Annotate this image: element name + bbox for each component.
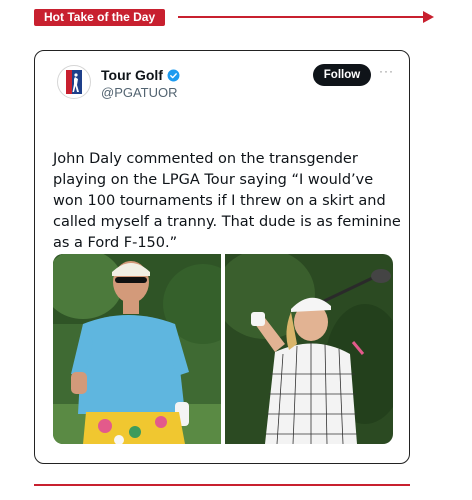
tweet-photo-lpga-player[interactable] <box>225 254 393 444</box>
author-name-text[interactable]: Tour Golf <box>101 67 163 83</box>
banner-divider-line <box>178 16 425 18</box>
author-handle[interactable]: @PGATUOR <box>101 85 178 100</box>
pga-tour-logo-icon <box>66 70 82 94</box>
tweet-text: John Daly commented on the transgender playing on the LPGA Tour saying “I would’ve won 100 tournaments if I threw on a skirt and called myself a tranny. That dude is as feminine as a Ford F-150.” <box>53 151 401 251</box>
arrow-right-icon <box>423 11 434 23</box>
author-avatar[interactable] <box>57 65 91 99</box>
tweet-card <box>34 50 410 464</box>
follow-button[interactable]: Follow <box>313 64 371 86</box>
hot-take-banner: Hot Take of the Day <box>34 9 165 26</box>
more-options-icon[interactable]: ··· <box>379 64 394 78</box>
tweet-photo-john-daly[interactable] <box>53 254 221 444</box>
bottom-divider-line <box>34 484 410 486</box>
author-name[interactable] <box>101 67 180 83</box>
verified-badge-icon <box>167 69 180 82</box>
